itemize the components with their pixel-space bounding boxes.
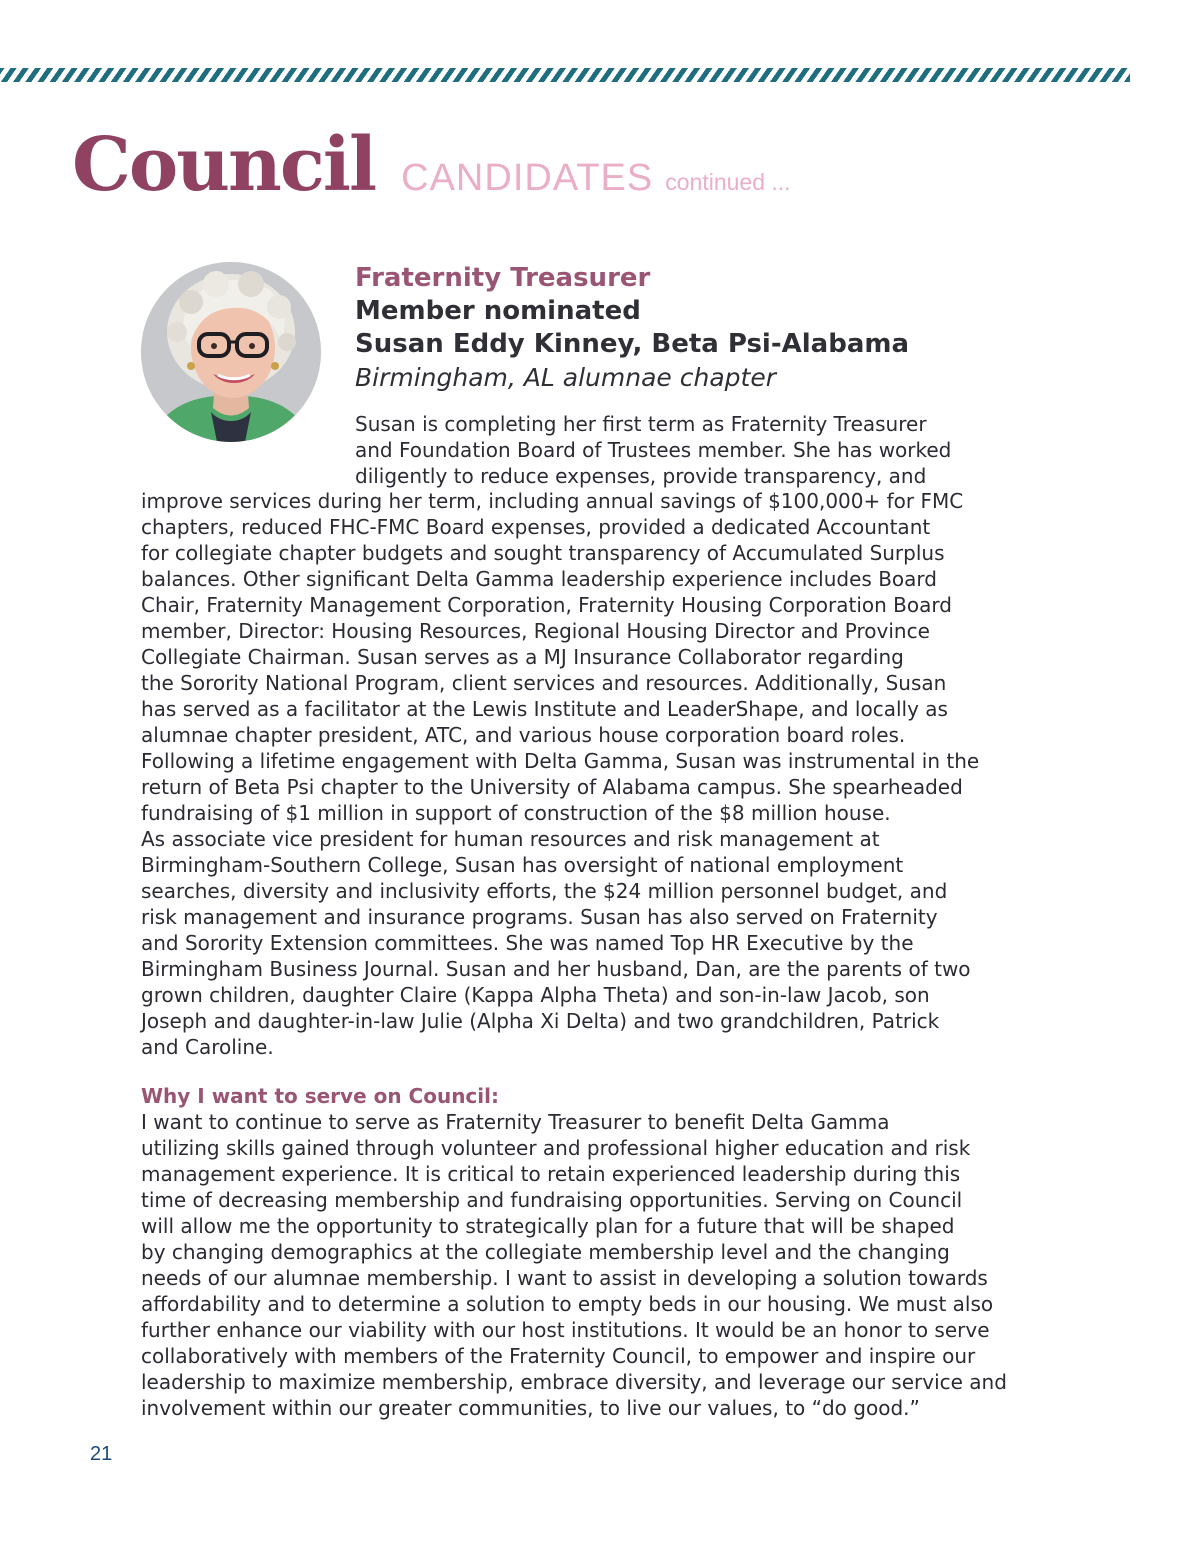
candidate-chapter: Birmingham, AL alumnae chapter [355,363,776,392]
title-candidates: CANDIDATES [401,157,654,199]
bio-line: has served as a facilitator at the Lewis Institute and LeaderShape, and locally as [141,697,948,721]
bio-line: and Sorority Extension committees. She was named Top HR Executive by the [141,931,914,955]
why-line: leadership to maximize membership, embrace diversity, and leverage our service and [141,1370,1007,1394]
page-number: 21 [90,1443,113,1465]
bio-line: Susan is completing her first term as Fraternity Treasurer [355,412,927,436]
title-continued: continued ... [665,169,791,195]
bio-line: Birmingham-Southern College, Susan has oversight of national employment [141,853,904,877]
why-line: time of decreasing membership and fundraising opportunities. Serving on Council [141,1188,963,1212]
page-title [72,122,791,212]
candidate-photo [141,262,321,442]
bio-line: Joseph and daughter-in-law Julie (Alpha Xi Delta) and two grandchildren, Patrick [141,1009,940,1033]
bio-body [141,488,1071,1060]
bio-line: return of Beta Psi chapter to the University of Alabama campus. She spearheaded [141,775,963,799]
portrait-illustration [141,262,321,442]
bio-line: improve services during her term, including annual savings of $100,000+ for FMC [141,489,964,513]
why-line: by changing demographics at the collegiate membership level and the changing [141,1240,950,1264]
why-line: will allow me the opportunity to strategically plan for a future that will be shaped [141,1214,955,1238]
bio-line: the Sorority National Program, client services and resources. Additionally, Susan [141,671,947,695]
bio-line: chapters, reduced FHC-FMC Board expenses, provided a dedicated Accountant [141,515,931,539]
bio-intro [355,411,1055,489]
bio-line: fundraising of $1 million in support of construction of the $8 million house. [141,801,891,825]
bio-line: risk management and insurance programs. Susan has also served on Fraternity [141,905,938,929]
why-line: further enhance our viability with our host institutions. It would be an honor to serve [141,1318,990,1342]
why-line: affordability and to determine a solution to empty beds in our housing. We must also [141,1292,994,1316]
bio-line: member, Director: Housing Resources, Regional Housing Director and Province [141,619,930,643]
bio-line: balances. Other significant Delta Gamma leadership experience includes Board [141,567,937,591]
why-line: management experience. It is critical to retain experienced leadership during this [141,1162,961,1186]
why-line: I want to continue to serve as Fraternity Treasurer to benefit Delta Gamma [141,1110,890,1134]
decorative-stripe [0,68,1130,82]
bio-line: grown children, daughter Claire (Kappa Alpha Theta) and son-in-law Jacob, son [141,983,930,1007]
candidate-header [355,262,1075,394]
why-line: involvement within our greater communities, to live our values, to “do good.” [141,1396,920,1420]
candidate-office: Fraternity Treasurer [355,263,651,293]
why-serve-body [141,1109,1071,1421]
bio-line: alumnae chapter president, ATC, and various house corporation board roles. [141,723,906,747]
why-line: utilizing skills gained through volunteer and professional higher education and risk [141,1136,971,1160]
bio-line: Birmingham Business Journal. Susan and her husband, Dan, are the parents of two [141,957,971,981]
bio-line: Chair, Fraternity Management Corporation, Fraternity Housing Corporation Board [141,593,952,617]
candidate-name: Susan Eddy Kinney, Beta Psi-Alabama [355,329,909,359]
why-line: needs of our alumnae membership. I want to assist in developing a solution towards [141,1266,988,1290]
bio-line: and Caroline. [141,1035,274,1059]
why-line: collaboratively with members of the Fraternity Council, to empower and inspire our [141,1344,976,1368]
title-council: Council [72,122,376,208]
bio-line: Following a lifetime engagement with Delta Gamma, Susan was instrumental in the [141,749,980,773]
bio-line: Collegiate Chairman. Susan serves as a MJ Insurance Collaborator regarding [141,645,904,669]
why-serve-heading: Why I want to serve on Council: [141,1084,499,1108]
bio-line: diligently to reduce expenses, provide transparency, and [355,464,927,488]
bio-line: and Foundation Board of Trustees member. She has worked [355,438,952,462]
bio-line: for collegiate chapter budgets and sought transparency of Accumulated Surplus [141,541,945,565]
nomination-type: Member nominated [355,296,641,326]
bio-line: searches, diversity and inclusivity efforts, the $24 million personnel budget, and [141,879,948,903]
bio-line: As associate vice president for human resources and risk management at [141,827,880,851]
